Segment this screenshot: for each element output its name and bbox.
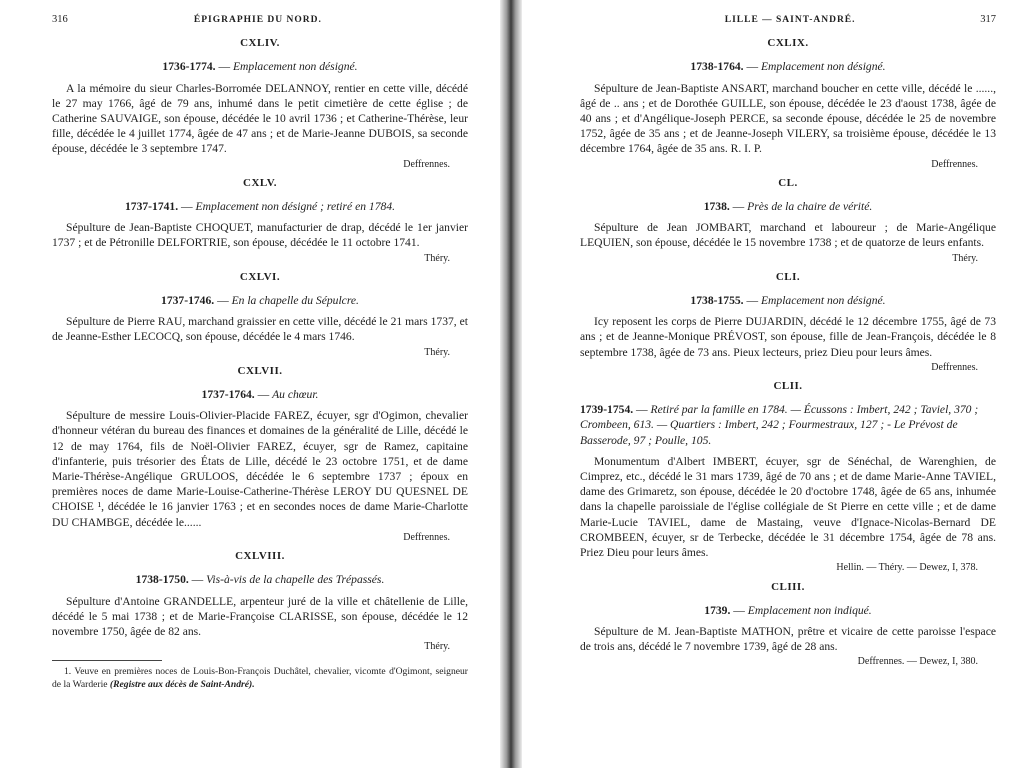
entry-number: CXLVIII. [235,550,285,563]
entry-dates: 1738-1755. [690,294,744,308]
entry-text: A la mémoire du sieur Charles-Borromée DELANNOY, rentier en cette ville, décédé le 27 may 1766, âgé de 79 ans, inhumé dans le petit cimetière de cette église ; de Catherine SAUVAIGE, son épouse, décédée le 10 avril 1736 ; et Catherine-Thérèse, leur fille, décédée le 4 juillet 1774, âgée de 47 ans ; et de Marie-Jeanne DUBOIS, sa seconde épouse, décédée le 3 septembre 1747. [52,81,468,156]
entry-signature: Deffrennes. [403,158,450,170]
entry-location: Emplacement non indiqué. [747,603,872,617]
entry-dates: 1738-1764. [690,60,744,74]
entry-heading: 1738-1750. — Vis-à-vis de la chapelle des Trépassés. [135,573,385,587]
entry-signature: Hellin. — Théry. — Dewez, I, 378. [836,562,978,574]
entry-signature: Deffrennes. — Dewez, I, 380. [857,656,978,668]
entry-text: Sépulture de Jean-Baptiste CHOQUET, manufacturier de drap, décédé le 1er janvier 1737 ; et de Pétronille DELFORTRIE, son épouse, décédée le 11 octobre 1741. [52,221,468,250]
entry-location: Retiré par la famille en 1784. — Écussons : Imbert, 242 ; Taviel, 370 ; Crombeen, 613. — Quartiers : Imbert, 242 ; Fourmestraux, 127 ; - Le Prévost de Basserode, 97 ; Poulle, 105. [580,403,979,447]
left-page-number: 316 [52,14,68,25]
entry-heading: 1737-1764. — Au chœur. [201,388,319,402]
entry-number: CXLIV. [240,37,280,50]
entry-number: CL. [778,176,798,189]
right-running-head [580,12,996,28]
entry-location: Emplacement non désigné. [760,60,886,74]
entry-dates: 1737-1746. [161,294,215,308]
entry-cli [580,270,996,375]
entry-heading: 1739. — Emplacement non indiqué. [704,603,872,617]
entry-dates: 1737-1741. [124,200,179,214]
right-running-title: LILLE — SAINT-ANDRÉ. [724,15,856,25]
entry-cxlix [580,36,996,172]
left-running-head [52,12,468,28]
entry-heading: 1738. — Près de la chaire de vérité. [703,200,873,214]
entry-cxlviii [52,549,468,654]
right-page [522,0,1022,768]
entry-location: En la chapelle du Sépulcre. [231,294,359,308]
entry-cxlvi [52,270,468,360]
book-gutter [500,0,522,768]
entry-text: Sépulture de M. Jean-Baptiste MATHON, prêtre et vicaire de cette paroisse l'espace de trois ans, décédé le 7 novembre 1739, âgé de 28 ans. [580,624,996,654]
entry-text: Sépulture de Pierre RAU, marchand graissier en cette ville, décédé le 21 mars 1737, et de Jeanne-Esther LECOCQ, son épouse, décédée le 4 mars 1746. [52,315,468,344]
entry-number: CXLIX. [767,37,809,50]
entry-text: Sépulture de Jean-Baptiste ANSART, marchand boucher en cette ville, décédé le ......, âgé de .. ans ; et de Dorothée GUILLE, son épouse, décédée le 23 d'aoust 1738, âgée de 40 ans ; et d'Angélique-Joseph PERCE, sa seconde épouse, décédée le 25 de novembre 1752, âgée de 35 ans ; et de Jeanne-Joseph VILERY, sa troisième épouse, décédée le 13 décembre 1764, âgée de 35 ans. R. I. P. [580,81,996,156]
right-page-number: 317 [980,14,996,25]
entry-location: Vis-à-vis de la chapelle des Trépassés. [206,573,385,587]
entry-location: Au chœur. [272,388,319,402]
left-running-title: ÉPIGRAPHIE DU NORD. [193,15,322,25]
entry-cliii [580,580,996,670]
entry-dates: 1738-1750. [135,573,189,587]
footnote [52,665,468,691]
entry-number: CLII. [773,380,803,393]
entry-heading: 1738-1764. — Emplacement non désigné. [690,60,886,74]
entry-cxlv [52,176,468,266]
entry-number: CXLVII. [237,364,283,377]
entry-text: Sépulture de Jean JOMBART, marchand et laboureur ; de Marie-Angélique LEQUIEN, son épouse, décédée le 15 novembre 1738 ; et de quatorze de leurs enfants. [580,221,996,250]
entry-dates: 1736-1774. [162,60,216,74]
entry-text: Icy reposent les corps de Pierre DUJARDIN, décédé le 12 décembre 1755, âgé de 73 ans ; et de Jeanne-Monique PRÉVOST, son épouse, fille de Jean-François, décédée le 8 septembre 1738, âgée de 73 ans. Pieux lecteurs, priez Dieu pour leurs âmes. [580,315,996,359]
entry-number: CLIII. [771,580,805,593]
entry-heading: 1738-1755. — Emplacement non désigné. [690,294,886,308]
entry-location: Près de la chaire de vérité. [747,200,873,214]
entry-signature: Théry. [424,346,450,358]
entry-number: CLI. [775,270,801,283]
entry-text: Monumentum d'Albert IMBERT, écuyer, sgr de Sénéchal, de Warenghien, de Cimprez, etc., décédé le 31 mars 1739, âgé de 70 ans ; et de dame Marie-Anne TAVIEL, dame des Grimaretz, son épouse, décédée le 20 d'octobre 1748, âgée de 65 ans, inhumée dans la chapelle paroissiale de l'église collégiale de St Pierre en cette ville ; et de dame Marie-Lucie TAVIEL, dame de Mastaing, veuve d'Ignace-Nicolas-Bernard DE CROMBEEN, écuyer, sr de Terbecke, décédée le 31 décembre 1754, âgée de 78 ans. Priez Dieu pour leurs âmes. [580,454,996,560]
entry-signature: Deffrennes. [931,158,978,170]
entry-location: Emplacement non désigné. [760,294,886,308]
entry-dates: 1738. [703,200,730,214]
entry-signature: Deffrennes. [403,531,450,543]
entry-dates: 1739. [704,603,731,617]
footnote-text: 1. Veuve en premières noces de Louis-Bon-François Duchâtel, chevalier, vicomte d'Ogimont, seigneur de la Warderie [52,666,468,691]
entry-number: CXLVI. [239,270,281,283]
entry-cxliv [52,36,468,172]
entry-signature: Théry. [424,252,450,264]
entry-number: CXLV. [243,176,277,189]
entry-clii [580,379,996,575]
left-page [0,0,500,768]
entry-heading: 1736-1774. — Emplacement non désigné. [162,60,358,74]
entry-cl [580,176,996,266]
footnote-source: (Registre aux décès de Saint-André). [109,679,255,691]
entry-heading: 1737-1746. — En la chapelle du Sépulcre. [161,294,359,308]
entry-signature: Deffrennes. [931,361,978,373]
entry-dates: 1737-1764. [201,388,255,402]
entry-heading: 1737-1741. — Emplacement non désigné ; retiré en 1784. [124,200,396,214]
entry-location: Emplacement non désigné. [232,60,358,74]
entry-text: Sépulture de messire Louis-Olivier-Placide FAREZ, écuyer, sgr d'Ogimon, chevalier d'honneur vétéran du bureau des finances et domaines de la généralité de Lille, décédé le 12 de may 1764, fils de Noël-Olivier FAREZ, écuyer, sgr de Ramez, capitaine d'infanterie, puis trésorier des États de Lille, décédé le 23 octobre 1751, et de dame Marie-Thérèse-Angélique GRULOOS, décédée le 6 septembre 1737 ; époux en premières noces de dame Marie-Louise-Catherine-Thérèse LEROY DU QUESNEL DE CHOISE ¹, décédée le 16 janvier 1763 ; et en secondes noces de dame Marie-Charlotte DU CHAMBGE, décédée le...... [52,409,468,529]
entry-text: Sépulture d'Antoine GRANDELLE, arpenteur juré de la ville et châtellenie de Lille, décédé le 5 mai 1738 ; et de Marie-Françoise CLARISSE, son épouse, décédée le 12 novembre 1750, âgée de 82 ans. [52,594,468,638]
entry-signature: Théry. [424,641,450,653]
entry-signature: Théry. [952,252,978,264]
entry-cxlvii [52,364,468,545]
entry-location: Emplacement non désigné ; retiré en 1784. [195,200,396,214]
entry-heading: 1739-1754. — Retiré par la famille en 1784. — Écussons : Imbert, 242 ; Taviel, 370 ; Crombeen, 613. — Quartiers : Imbert, 242 ; Fourmestraux, 127 ; - Le Prévost de Basserode, 97 ; Poulle, 105. [580,403,979,447]
footnote-rule [52,660,162,661]
entry-dates: 1739-1754. [580,403,634,417]
